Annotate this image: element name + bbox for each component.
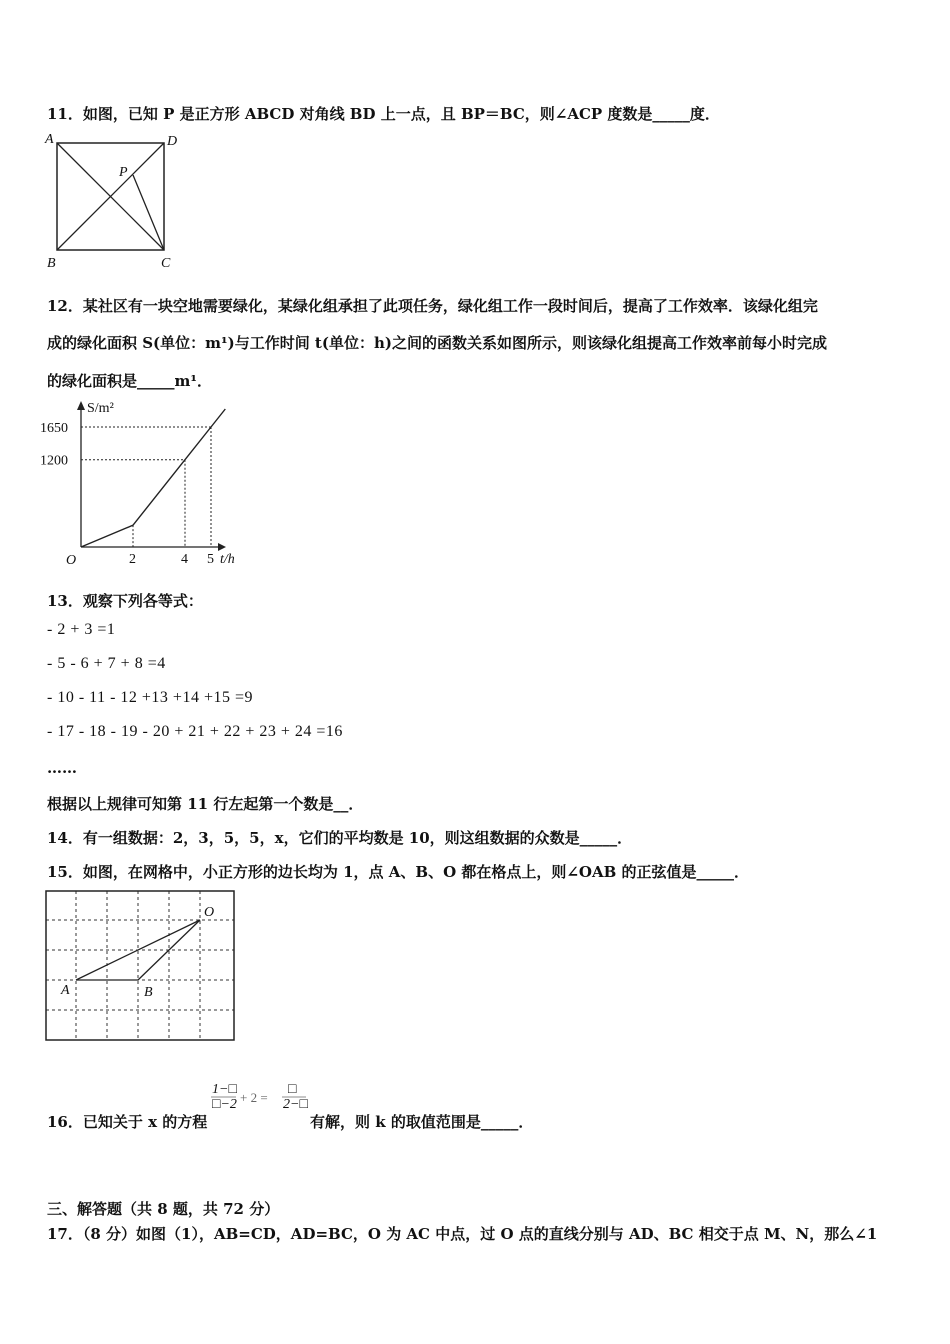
label-p: P — [119, 165, 128, 180]
x-tick-2: 2 — [129, 552, 136, 567]
equation-4: - 17 - 18 - 19 - 20 + 21 + 22 + 23 + 24 =16 — [47, 723, 343, 740]
svg-text:□−2: □−2 — [212, 1097, 237, 1112]
svg-text:1−□: 1−□ — [212, 1082, 237, 1097]
x-tick-5: 5 — [207, 552, 214, 567]
area-time-chart — [40, 398, 245, 570]
label-a: A — [61, 983, 70, 998]
question-16-suffix: 有解，则 k 的取值范围是_____． — [310, 1113, 534, 1131]
equation-2: - 5 - 6 + 7 + 8 =4 — [47, 655, 166, 672]
x-axis-arrow — [218, 543, 226, 551]
svg-text:□: □ — [288, 1082, 297, 1097]
equation-1: - 2 + 3 =1 — [47, 621, 116, 638]
label-a: A — [45, 132, 54, 147]
origin-label: O — [66, 553, 77, 568]
segment-pc — [133, 175, 164, 250]
question-13-title: 13．观察下列各等式： — [47, 592, 203, 610]
svg-text:+ 2 =: + 2 = — [240, 1090, 268, 1105]
label-o: O — [204, 905, 215, 920]
x-axis-label: t/h — [220, 552, 235, 567]
question-11-text: 11．如图，已知 P 是正方形 ABCD 对角线 BD 上一点，且 BP＝BC，则∠ACP 度数是_____度． — [47, 105, 720, 123]
label-d: D — [167, 134, 178, 149]
series-line — [81, 409, 225, 547]
question-16-prefix: 16．已知关于 x 的方程 — [47, 1113, 208, 1131]
y-axis-arrow — [77, 401, 85, 410]
equation-formula — [208, 1083, 312, 1119]
question-17-text: 17．（8 分）如图（1），AB=CD，AD=BC，O 为 AC 中点，过 O 点的直线分别与 AD、BC 相交于点 M、N，那么∠1 — [47, 1225, 878, 1243]
equation-3: - 10 - 11 - 12 +13 +14 +15 =9 — [47, 689, 253, 706]
question-12-line1: 12．某社区有一块空地需要绿化，某绿化组承担了此项任务，绿化组工作一段时间后，提高了工作效率．该绿化组完 — [47, 297, 818, 315]
section-3-title: 三、解答题（共 8 题，共 72 分） — [47, 1200, 280, 1218]
question-12-line2: 成的绿化面积 S(单位：m¹)与工作时间 t(单位：h)之间的函数关系如图所示，则该绿化组提高工作效率前每小时完成 — [47, 334, 827, 352]
y-axis-label: S/m² — [87, 401, 114, 416]
ellipsis: …… — [47, 759, 77, 777]
question-13-question: 根据以上规律可知第 11 行左起第一个数是__． — [47, 795, 364, 813]
question-14-text: 14．有一组数据：2，3，5，5，x，它们的平均数是 10，则这组数据的众数是_____． — [47, 829, 633, 847]
svg-text:2−□: 2−□ — [283, 1097, 308, 1112]
square-figure — [44, 133, 184, 273]
question-12-line3: 的绿化面积是_____m¹． — [47, 372, 212, 390]
label-b: B — [47, 256, 56, 271]
y-tick-1200: 1200 — [40, 453, 68, 469]
y-tick-1650: 1650 — [40, 421, 68, 436]
question-15-text: 15．如图，在网格中，小正方形的边长均为 1，点 A、B、O 都在格点上，则∠OAB 的正弦值是_____． — [47, 863, 750, 881]
grid-figure — [45, 890, 237, 1042]
label-b: B — [144, 985, 153, 1000]
x-tick-4: 4 — [181, 552, 188, 567]
label-c: C — [161, 256, 171, 271]
